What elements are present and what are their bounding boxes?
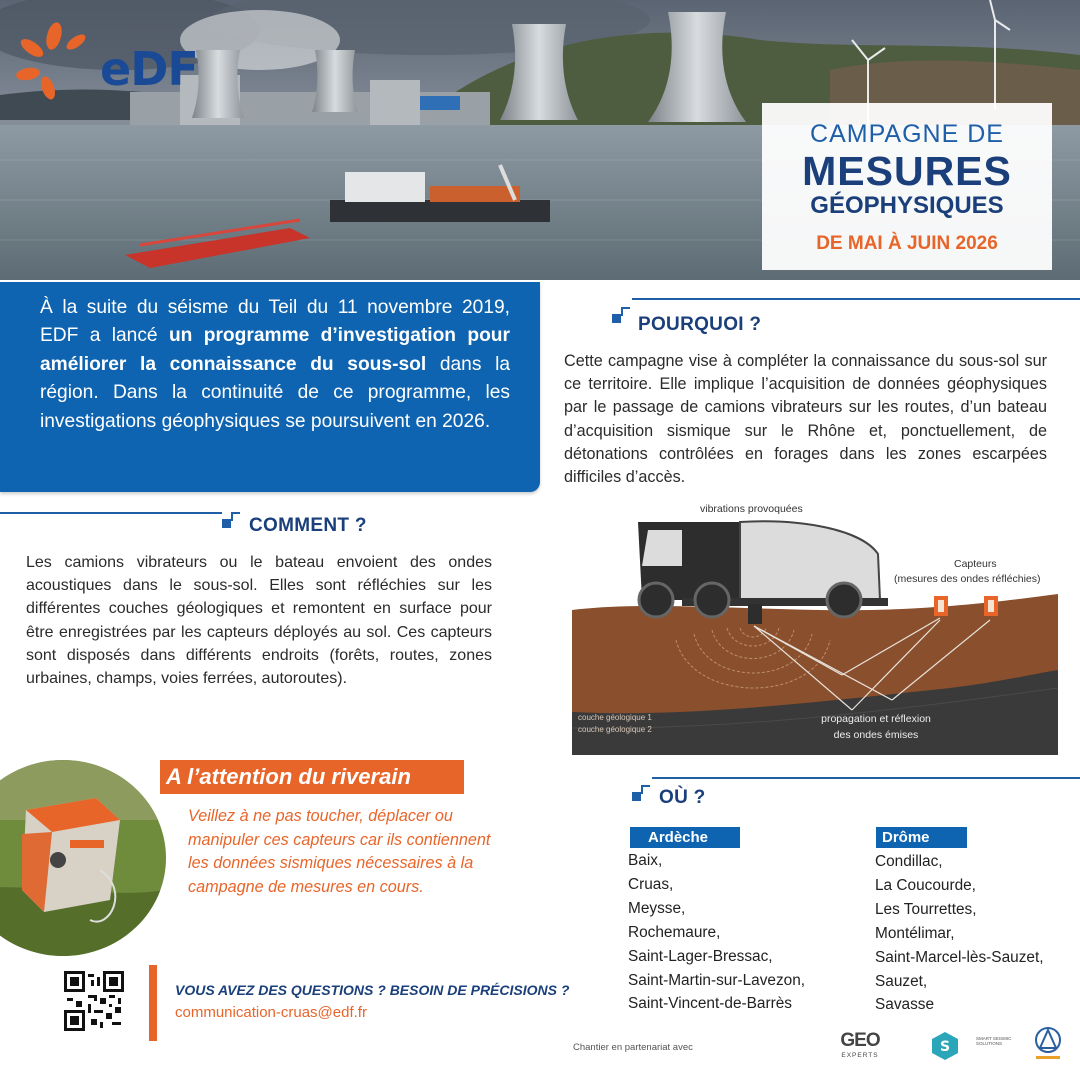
campaign-title-box xyxy=(762,103,1052,270)
city-item: Sauzet, xyxy=(875,972,928,990)
city-item: Saint-Lager-Bressac, xyxy=(628,947,773,965)
edf-logo xyxy=(14,22,204,102)
contact-accent-bar xyxy=(149,965,157,1041)
dept-drome-label: Drôme xyxy=(876,827,967,848)
city-item: Saint-Marcel-lès-Sauzet, xyxy=(875,948,1044,966)
campaign-dates: DE MAI À JUIN 2026 xyxy=(816,233,998,254)
ou-heading: OÙ ? xyxy=(659,787,706,808)
city-item: Baix, xyxy=(628,852,663,869)
seismic-diagram xyxy=(572,500,1058,755)
contact-email-link[interactable]: communication-cruas@edf.fr xyxy=(175,1004,367,1021)
contact-question: VOUS AVEZ DES QUESTIONS ? BESOIN DE PRÉCISIONS ? xyxy=(175,982,570,998)
city-item: Saint-Vincent-de-Barrès xyxy=(628,995,792,1013)
layer-2-label: couche géologique 2 xyxy=(578,725,652,734)
intro-emphasis: un programme d’investigation pour améliorer la connaissance du sous-sol xyxy=(40,325,510,375)
city-item: Savasse xyxy=(875,996,935,1014)
section-marker-icon xyxy=(612,307,630,325)
ardeche-city-list xyxy=(628,849,805,1016)
attention-text: Veillez à ne pas toucher, déplacer ou manipuler ces capteurs car ils contiennent les données sismiques nécessaires à la campagne de mesures en cours. xyxy=(188,807,491,896)
attention-banner: A l’attention du riverain xyxy=(160,760,464,794)
comment-text: Les camions vibrateurs ou le bateau envoient des ondes acoustiques dans le sous-sol. Elles sont réfléchies sur les différentes couches géologiques et remontent en surface pour être enregistrées par les capteurs déployés au sol. Ces capteurs sont disposés dans différents endroits (forêts, routes, zones urbaines, champs, voies ferrées, autoroutes). xyxy=(26,554,492,688)
sensors-sub-label: (mesures des ondes réfléchies) xyxy=(894,573,1041,585)
edf-logo-text: eDF xyxy=(100,42,198,96)
geo-experts-logo: GEO EXPERTS xyxy=(840,1030,880,1059)
layer-1-label: couche géologique 1 xyxy=(578,713,652,722)
title-line-1: CAMPAGNE DE xyxy=(810,120,1004,148)
city-item: Montélimar, xyxy=(875,924,955,942)
city-item: Cruas, xyxy=(628,875,674,893)
propagation-label-1: propagation et réflexion xyxy=(821,713,931,725)
comment-rule xyxy=(0,512,222,514)
city-item: Rochemaure, xyxy=(628,923,721,941)
dept-ardeche-label: Ardèche xyxy=(630,827,740,848)
ou-rule xyxy=(652,777,1080,779)
intro-panel xyxy=(0,282,540,492)
svg-text:S: S xyxy=(939,1039,951,1055)
city-item: Saint-Martin-sur-Lavezon, xyxy=(628,971,806,989)
title-line-2: MESURES xyxy=(802,148,1012,194)
propagation-label-2: des ondes émises xyxy=(833,729,919,741)
city-item: La Coucourde, xyxy=(875,876,976,894)
partners-label: Chantier en partenariat avec xyxy=(573,1042,693,1053)
smart-seismic-logo: S SMART SEISMIC SOLUTIONS xyxy=(932,1030,1012,1064)
section-marker-icon xyxy=(222,512,240,530)
comment-heading: COMMENT ? xyxy=(249,515,367,536)
pourquoi-heading: POURQUOI ? xyxy=(638,314,762,335)
intro-text: À la suite du séisme du Teil du 11 novembre 2019, EDF a lancé un programme d’investigation pour améliorer la connaissance du sous-sol dans la région. Dans la continuité de ce programme, les investigations géophysiques se poursuivent en 2026. xyxy=(40,297,510,432)
aspiration-logo xyxy=(1030,1024,1066,1066)
title-line-3: GÉOPHYSIQUES xyxy=(810,192,1004,219)
vibrations-label: vibrations provoquées xyxy=(700,503,803,515)
pourquoi-rule xyxy=(632,298,1080,300)
sensor-photo xyxy=(0,760,166,956)
pourquoi-text: Cette campagne vise à compléter la connaissance du sous-sol sur ce territoire. Elle implique l’acquisition de données géophysiques par le passage de camions vibrateurs sur les routes, d’un bateau d’acquisition sismique sur le Rhône et, ponctuellement, de détonations contrôlées en forages dans les zones escarpées difficiles d’accès. xyxy=(564,352,1047,487)
qr-code[interactable] xyxy=(64,970,124,1032)
drome-city-list xyxy=(875,850,1044,1017)
city-item: Condillac, xyxy=(875,853,943,870)
city-item: Les Tourrettes, xyxy=(875,900,977,918)
city-item: Meysse, xyxy=(628,899,686,917)
sensors-label: Capteurs xyxy=(954,558,997,570)
section-marker-icon xyxy=(632,785,650,803)
